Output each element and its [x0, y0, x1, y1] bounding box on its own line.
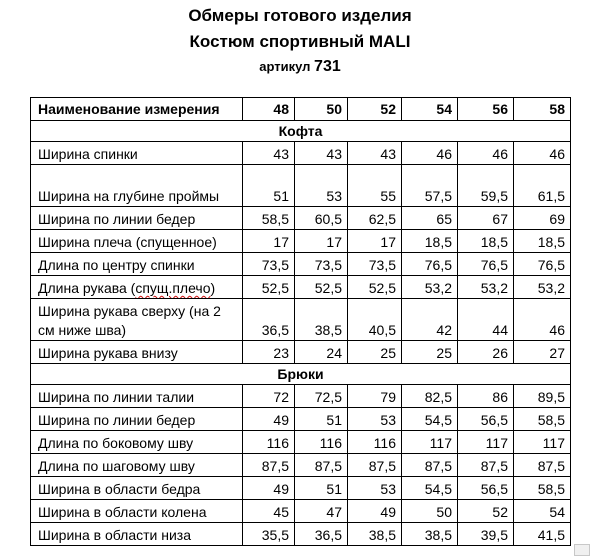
measurement-value: 56,5: [458, 408, 514, 431]
table-row: [31, 207, 571, 230]
measurement-value: 25: [348, 341, 402, 364]
measurement-name: Ширина в области низа: [31, 523, 243, 546]
measurement-value: 62,5: [348, 207, 402, 230]
measurement-value: 36,5: [243, 299, 295, 341]
section-title: Брюки: [31, 364, 571, 385]
measurement-value: 87,5: [243, 454, 295, 477]
measurement-value: 117: [402, 431, 458, 454]
measurement-value: 53: [348, 477, 402, 500]
measurement-value: 76,5: [402, 253, 458, 276]
measurement-value: 38,5: [348, 523, 402, 546]
column-header-size: 50: [295, 98, 348, 121]
measurement-value: 52,5: [348, 276, 402, 299]
measurement-value: 45: [243, 500, 295, 523]
measurement-value: 73,5: [295, 253, 348, 276]
table-row: [31, 142, 571, 165]
measurement-value: 52: [458, 500, 514, 523]
measurement-value: 18,5: [514, 230, 571, 253]
measurement-value: 60,5: [295, 207, 348, 230]
measurement-value: 26: [458, 341, 514, 364]
measurement-value: 52,5: [243, 276, 295, 299]
product-name: Костюм спортивный MALI: [189, 32, 411, 51]
measurement-value: 51: [295, 408, 348, 431]
measurement-value: 51: [243, 165, 295, 207]
measurement-name: Ширина рукава сверху (на 2 см ниже шва): [31, 299, 243, 341]
table-row: [31, 276, 571, 299]
measurement-value: 36,5: [295, 523, 348, 546]
measurement-value: 72,5: [295, 385, 348, 408]
measurements-table: [30, 97, 571, 546]
measurement-value: 58,5: [514, 408, 571, 431]
table-row: [31, 253, 571, 276]
measurement-value: 42: [402, 299, 458, 341]
measurement-value: 87,5: [348, 454, 402, 477]
measurement-value: 24: [295, 341, 348, 364]
measurement-name: Ширина по линии бедер: [31, 408, 243, 431]
measurement-value: 41,5: [514, 523, 571, 546]
measurement-value: 23: [243, 341, 295, 364]
corner-watermark: [574, 544, 590, 556]
measurement-value: 44: [458, 299, 514, 341]
measurement-value: 79: [348, 385, 402, 408]
measurement-value: 49: [243, 408, 295, 431]
column-header-size: 56: [458, 98, 514, 121]
measurement-value: 69: [514, 207, 571, 230]
table-row: [31, 385, 571, 408]
column-header-size: 58: [514, 98, 571, 121]
measurement-value: 17: [348, 230, 402, 253]
article-label: артикул: [259, 59, 311, 74]
measurement-name: Ширина в области колена: [31, 500, 243, 523]
section-header-jacket: [31, 121, 571, 142]
measurement-value: 87,5: [402, 454, 458, 477]
measurement-value: 27: [514, 341, 571, 364]
table-row: [31, 230, 571, 253]
measurement-value: 54: [514, 500, 571, 523]
table-row: [31, 523, 571, 546]
measurement-value: 43: [295, 142, 348, 165]
measurement-value: 59,5: [458, 165, 514, 207]
measurement-value: 55: [348, 165, 402, 207]
document-title: Обмеры готового изделия: [188, 6, 412, 25]
column-header-size: 52: [348, 98, 402, 121]
measurement-value: 73,5: [348, 253, 402, 276]
header-row: [31, 98, 571, 121]
measurement-value: 40,5: [348, 299, 402, 341]
measurement-value: 46: [514, 142, 571, 165]
measurement-value: 38,5: [402, 523, 458, 546]
measurement-name: Ширина по линии бедер: [31, 207, 243, 230]
measurement-name: Длина по центру спинки: [31, 253, 243, 276]
measurement-value: 53,2: [402, 276, 458, 299]
measurement-value: 43: [243, 142, 295, 165]
measurement-value: 17: [243, 230, 295, 253]
measurement-value: 87,5: [514, 454, 571, 477]
measurement-value: 43: [348, 142, 402, 165]
table-row: [31, 408, 571, 431]
measurement-value: 56,5: [458, 477, 514, 500]
table-row: [31, 299, 571, 341]
measurement-value: 39,5: [458, 523, 514, 546]
measurement-value: 89,5: [514, 385, 571, 408]
article-number: 731: [314, 58, 341, 75]
section-header-pants: [31, 364, 571, 385]
measurement-name: Ширина в области бедра: [31, 477, 243, 500]
measurement-value: 87,5: [295, 454, 348, 477]
measurement-name: Ширина по линии талии: [31, 385, 243, 408]
measurement-name-prefix: Длина рукава (: [38, 280, 136, 296]
table-row: [31, 431, 571, 454]
measurement-value: 116: [295, 431, 348, 454]
table-row: [31, 341, 571, 364]
measurement-name: Ширина спинки: [31, 142, 243, 165]
measurement-value: 65: [402, 207, 458, 230]
measurement-value: 82,5: [402, 385, 458, 408]
measurement-name: [31, 276, 243, 299]
table-row: [31, 165, 571, 207]
measurement-value: 35,5: [243, 523, 295, 546]
measurement-value: 87,5: [458, 454, 514, 477]
measurement-value: 53,2: [514, 276, 571, 299]
measurement-value: 58,5: [514, 477, 571, 500]
measurement-value: 46: [514, 299, 571, 341]
measurement-value: 18,5: [402, 230, 458, 253]
column-header-size: 48: [243, 98, 295, 121]
table-row: [31, 477, 571, 500]
measurement-value: 76,5: [458, 253, 514, 276]
measurement-value: 51: [295, 477, 348, 500]
measurement-value: 47: [295, 500, 348, 523]
measurement-value: 38,5: [295, 299, 348, 341]
measurement-value: 116: [348, 431, 402, 454]
measurement-value: 53: [295, 165, 348, 207]
table-row: [31, 500, 571, 523]
article-line: [0, 58, 600, 76]
measurement-value: 25: [402, 341, 458, 364]
measurement-value: 117: [514, 431, 571, 454]
spellcheck-marked-word: спущ.плечо: [135, 280, 211, 296]
measurement-value: 53,2: [458, 276, 514, 299]
measurement-value: 86: [458, 385, 514, 408]
measurement-value: 73,5: [243, 253, 295, 276]
measurement-value: 54,5: [402, 477, 458, 500]
measurement-value: 53: [348, 408, 402, 431]
section-title: Кофта: [31, 121, 571, 142]
measurement-value: 117: [458, 431, 514, 454]
measurement-name: Ширина рукава внизу: [31, 341, 243, 364]
measurement-value: 18,5: [458, 230, 514, 253]
column-header-name: Наименование измерения: [31, 98, 243, 121]
measurement-name: Ширина на глубине проймы: [31, 165, 243, 207]
measurement-value: 67: [458, 207, 514, 230]
measurement-name-suffix: ): [210, 280, 216, 296]
measurement-value: 46: [458, 142, 514, 165]
table-row: [31, 454, 571, 477]
measurement-name: Ширина плеча (спущенное): [31, 230, 243, 253]
measurement-name: Длина по боковому шву: [31, 431, 243, 454]
measurement-value: 116: [243, 431, 295, 454]
measurement-value: 54,5: [402, 408, 458, 431]
measurement-value: 50: [402, 500, 458, 523]
measurement-value: 49: [243, 477, 295, 500]
measurement-value: 46: [402, 142, 458, 165]
measurement-value: 52,5: [295, 276, 348, 299]
measurement-value: 61,5: [514, 165, 571, 207]
measurement-value: 76,5: [514, 253, 571, 276]
measurement-value: 72: [243, 385, 295, 408]
column-header-size: 54: [402, 98, 458, 121]
measurement-value: 58,5: [243, 207, 295, 230]
measurement-value: 17: [295, 230, 348, 253]
measurement-value: 57,5: [402, 165, 458, 207]
measurement-value: 49: [348, 500, 402, 523]
measurement-name: Длина по шаговому шву: [31, 454, 243, 477]
